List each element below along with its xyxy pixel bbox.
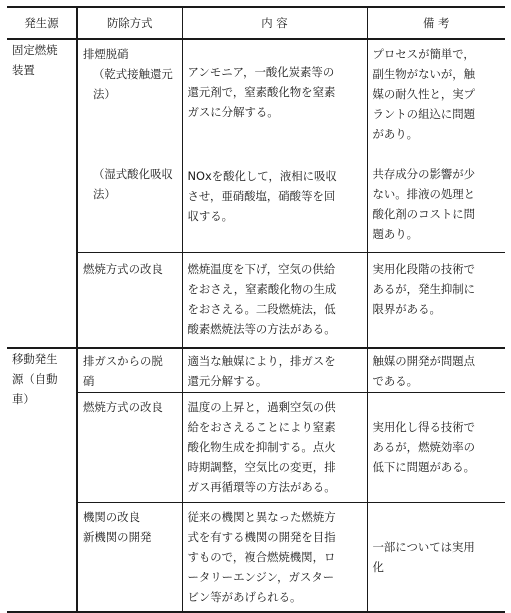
source-cell-stationary: 固定燃焼 装置 bbox=[7, 39, 77, 348]
header-method: 防除方式 bbox=[77, 7, 182, 39]
table-row bbox=[7, 392, 505, 502]
content-cell: 従来の機関と異なった燃焼方 式を有する機関の開発を目指 すもので，複合燃焼機関，ロ ータリーエンジン，ガスター ビン等があげられる。 bbox=[182, 502, 367, 612]
method-cell: 排煙脱硝 （乾式接触還元 法） bbox=[77, 39, 182, 144]
content-cell: NOxを酸化して，液相に吸収 させ，亜硝酸塩，硝酸等を回 収する。 bbox=[182, 144, 367, 252]
method-cell: 排ガスからの脱 硝 bbox=[77, 348, 182, 392]
method-cell: 燃焼方式の改良 bbox=[77, 252, 182, 348]
content-cell: アンモニア，一酸化炭素等の 還元剤で，窒素酸化物を窒素 ガスに分解する。 bbox=[182, 39, 367, 144]
table-row bbox=[7, 252, 505, 348]
header-row bbox=[7, 7, 505, 39]
header-content: 内 容 bbox=[182, 7, 367, 39]
method-cell: 機関の改良 新機関の開発 bbox=[77, 502, 182, 612]
table-row bbox=[7, 144, 505, 252]
remarks-cell: プロセスが簡単で， 副生物がないが，触 媒の耐久性と，実プ ラントの組込に問題 があり。 bbox=[367, 39, 505, 144]
remarks-cell: 一部については実用 化 bbox=[367, 502, 505, 612]
table-row bbox=[7, 502, 505, 612]
nox-control-table bbox=[7, 6, 505, 613]
source-cell-mobile: 移動発生 源（自動 車） bbox=[7, 348, 77, 612]
content-cell: 適当な触媒により，排ガスを 還元分解する。 bbox=[182, 348, 367, 392]
header-source: 発生源 bbox=[7, 7, 77, 39]
content-cell: 燃焼温度を下げ，空気の供給 をおさえ，窒素酸化物の生成 をおさえる。二段燃焼法，低 酸素燃焼法等の方法がある。 bbox=[182, 252, 367, 348]
header-remarks: 備 考 bbox=[367, 7, 505, 39]
content-cell: 温度の上昇と，過剰空気の供 給をおさえることにより窒素 酸化物生成を抑制する。点火 時期調整，空気比の変更，排 ガス再循環等の方法がある。 bbox=[182, 392, 367, 502]
method-cell: （湿式酸化吸収 法） bbox=[77, 144, 182, 252]
method-cell: 燃焼方式の改良 bbox=[77, 392, 182, 502]
remarks-cell: 実用化し得る技術で あるが，燃焼効率の 低下に問題がある。 bbox=[367, 392, 505, 502]
remarks-cell: 実用化段階の技術で あるが，発生抑制に 限界がある。 bbox=[367, 252, 505, 348]
remarks-cell: 触媒の開発が問題点 である。 bbox=[367, 348, 505, 392]
table-row bbox=[7, 39, 505, 144]
table-row bbox=[7, 348, 505, 392]
remarks-cell: 共存成分の影響が少 ない。排液の処理と 酸化剤のコストに問 題あり。 bbox=[367, 144, 505, 252]
